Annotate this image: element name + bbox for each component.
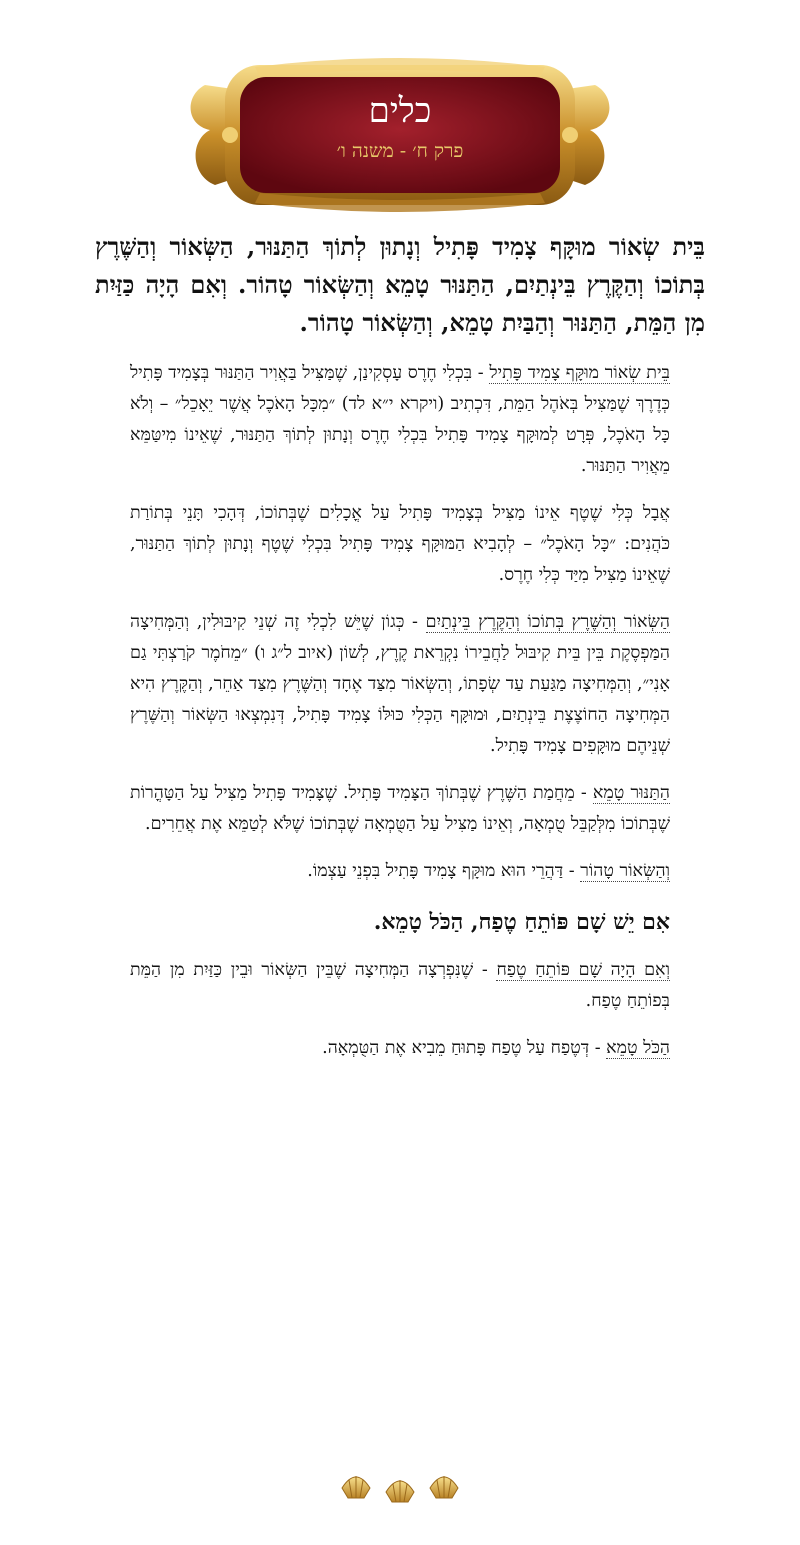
dibur-hamatchil: וְהַשְּׂאוֹר טָהוֹר [580, 861, 670, 881]
title-banner [185, 55, 615, 215]
commentary-text: - שֶׁנִּפְרְצָה הַמְּחִיצָה שֶׁבֵּין הַשְּׂאוֹר וּבֵין כַּזַּיִת מִן הַמֵּת בְּפוֹתֵחַ טֶפַח. [130, 960, 670, 1011]
shell-icon [430, 1476, 458, 1498]
dibur-hamatchil: וְאִם הָיָה שָׁם פּוֹתֵחַ טֶפַח [496, 960, 671, 980]
commentary-paragraph [130, 358, 670, 482]
commentary-paragraph [130, 955, 670, 1017]
commentary-paragraph [130, 498, 670, 591]
shell-icon [386, 1480, 414, 1502]
main-content [0, 228, 800, 1064]
mishna-continuation: אִם יֵשׁ שָׁם פּוֹתֵחַ טֶפַח, הַכֹּל טָמֵא. [373, 909, 670, 935]
commentary-paragraph [130, 778, 670, 840]
scroll-banner-graphic [185, 55, 615, 215]
mishna-text: בֵּית שְׂאוֹר מוּקָּף צָמִיד פָּתִיל וְנָתוּן לְתוֹךְ הַתַּנּוּר, הַשְּׂאוֹר וְהַשֶּׁרֶץ בְּתוֹכוֹ וְהַקֶּרֶץ בֵּינְתַיִם, הַתַּנּוּר טָמֵא וְהַשְּׂאוֹר טָהוֹר. וְאִם הָיָה כַּזַּיִת מִן הַמֵּת, הַתַּנּוּר וְהַבַּיִת טָמֵא, וְהַשְּׂאוֹר טָהוֹר. [95, 232, 705, 337]
commentary-text: - דְּטֶפַח עַל טֶפַח פָּתוּחַ מֵבִיא אֶת הַטֻּמְאָה. [322, 1038, 607, 1058]
tractate-title: כלים [368, 91, 432, 131]
commentary-paragraph [130, 607, 670, 762]
dibur-hamatchil: הַתַּנּוּר טָמֵא [592, 783, 670, 803]
commentary-text: אֲבָל כְּלִי שֶׁטֶף אֵינוֹ מַצִּיל בְּצָמִיד פָּתִיל עַל אֳכָלִים שֶׁבְּתוֹכוֹ, דְּהָכִי תָּנֵי בְּתוֹרַת כֹּהֲנִים: ״כָּל הָאֹכֶל״ – לְהָבִיא הַמּוּקָּף צָמִיד פָּתִיל בִּכְלִי שֶׁטֶף וְנָתוּן לְתוֹךְ הַתַּנּוּר, שֶׁאֵינוֹ מַצִּיל מִיַּד כְּלִי חֶרֶס. [130, 503, 670, 585]
commentary-paragraph [130, 856, 670, 887]
commentary-text: - מֵחֲמַת הַשֶּׁרֶץ שֶׁבְּתוֹךְ הַצָּמִיד פָּתִיל. שֶׁצָּמִיד פָּתִיל מַצִּיל עַל הַטָּהֳרוֹת שֶׁבְּתוֹכוֹ מִלְּקַבֵּל טֻמְאָה, וְאֵינוֹ מַצִּיל עַל הַטֻּמְאָה שֶׁבְּתוֹכוֹ שֶׁלֹּא לְטַמֵּא אֶת אֲחֵרִים. [130, 783, 670, 834]
dibur-hamatchil: הַשְּׂאוֹר וְהַשֶּׁרֶץ בְּתוֹכוֹ וְהַקֶּרֶץ בֵּינְתַיִם [425, 612, 670, 632]
dibur-hamatchil: הַכֹּל טָמֵא [606, 1038, 670, 1058]
commentary-paragraph [130, 1033, 670, 1064]
dibur-hamatchil: בֵּית שְׂאוֹר מוּקָּף צָמִיד פָּתִיל [489, 363, 670, 383]
decorative-shells [340, 1470, 460, 1504]
shell-icon [342, 1476, 370, 1498]
chapter-mishna-label: פרק ח׳ - משנה ו׳ [336, 140, 464, 162]
commentary-text: - כְּגוֹן שֶׁיֵּשׁ לִכְלִי זֶה שְׁנֵי קִיבּוּלִין, וְהַמְּחִיצָה הַמַּפְסֶקֶת בֵּין בֵּית קִיבּוּל לַחֲבֵירוֹ נִקְרֵאת קֶרֶץ, לְשׁוֹן (איוב ל״ג ו) ״מֵחֹמֶר קֹרַצְתִּי גַם אָנִי״, וְהַמְּחִיצָה מַגַּעַת עַד שְׂפָתוֹ, וְהַשְּׂאוֹר מִצַּד אֶחָד וְהַשֶּׁרֶץ מִצַּד אַחֵר, וְהַקֶּרֶץ הִיא הַמְּחִיצָה הַחוֹצֶצֶת בֵּינְתַיִם, וּמוּקָּף הַכְּלִי כּוּלּוֹ צָמִיד פָּתִיל, דְּנִמְצְאוּ הַשְּׂאוֹר וְהַשֶּׁרֶץ שְׁנֵיהֶם מוּקָּפִים צָמִיד פָּתִיל. [130, 612, 670, 756]
commentary-text: - בִּכְלִי חֶרֶס עָסְקִינַן, שֶׁמַּצִּיל בַּאֲוִיר הַתַּנּוּר בְּצָמִיד פָּתִיל כְּדֶרֶךְ שֶׁמַּצִּיל בְּאֹהֶל הַמֵּת, דִּכְתִיב (ויקרא י״א לד) ״מִכָּל הָאֹכֶל אֲשֶׁר יֵאָכֵל״ – וְלֹא כָּל הָאֹכֶל, פְּרָט לְמוּקָּף צָמִיד פָּתִיל בִּכְלִי חֶרֶס וְנָתוּן לְתוֹךְ הַתַּנּוּר, שֶׁאֵינוֹ מִיטַּמֵּא מֵאֲוִיר הַתַּנּוּר. [130, 363, 670, 476]
commentary-text: - דַּהֲרֵי הוּא מוּקָּף צָמִיד פָּתִיל בִּפְנֵי עַצְמוֹ. [307, 861, 581, 881]
